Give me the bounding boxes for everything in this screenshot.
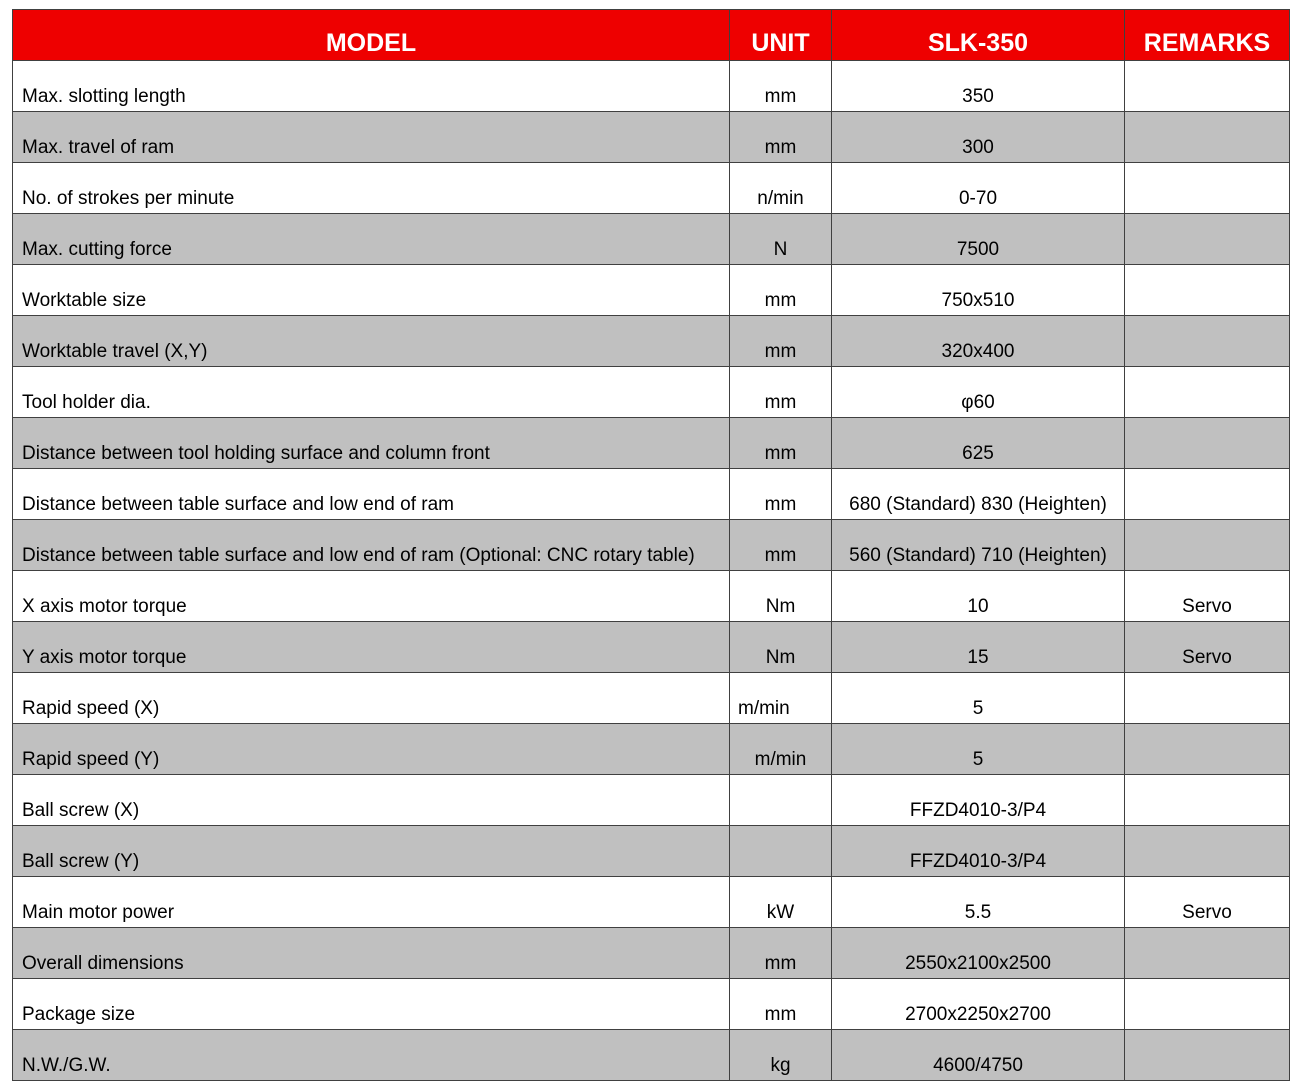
spec-value-cell: 560 (Standard) 710 (Heighten) [832,520,1125,571]
spec-remarks-cell [1125,61,1290,112]
spec-remarks-cell [1125,775,1290,826]
header-row [13,10,1290,61]
header-unit: UNIT [730,10,832,61]
table-row [13,928,1290,979]
spec-remarks-cell: Servo [1125,571,1290,622]
spec-parameter-cell: Worktable size [13,265,730,316]
spec-unit-cell: mm [730,316,832,367]
table-row [13,724,1290,775]
spec-unit-cell: mm [730,520,832,571]
spec-remarks-cell [1125,928,1290,979]
spec-remarks-cell [1125,979,1290,1030]
table-row [13,673,1290,724]
header-model: MODEL [13,10,730,61]
spec-value-cell: 2700x2250x2700 [832,979,1125,1030]
spec-remarks-cell [1125,826,1290,877]
spec-value-cell: 5.5 [832,877,1125,928]
spec-parameter-cell: Rapid speed (Y) [13,724,730,775]
spec-table-header [13,10,1290,61]
table-row [13,979,1290,1030]
spec-unit-cell: mm [730,469,832,520]
spec-parameter-cell: Package size [13,979,730,1030]
spec-value-cell: 625 [832,418,1125,469]
spec-value-cell: FFZD4010-3/P4 [832,775,1125,826]
table-row [13,367,1290,418]
spec-unit-cell: mm [730,265,832,316]
spec-unit-cell: m/min [730,724,832,775]
spec-value-cell: 300 [832,112,1125,163]
header-remarks: REMARKS [1125,10,1290,61]
spec-unit-cell: n/min [730,163,832,214]
table-row [13,1030,1290,1081]
spec-remarks-cell [1125,469,1290,520]
spec-value-cell: 5 [832,673,1125,724]
spec-value-cell: 750x510 [832,265,1125,316]
spec-parameter-cell: Distance between tool holding surface and column front [13,418,730,469]
spec-unit-cell: m/min [730,673,832,724]
spec-unit-cell: mm [730,418,832,469]
spec-table-body [13,61,1290,1081]
spec-value-cell: FFZD4010-3/P4 [832,826,1125,877]
table-row [13,469,1290,520]
spec-unit-cell [730,826,832,877]
spec-unit-cell: mm [730,112,832,163]
spec-value-cell: 680 (Standard) 830 (Heighten) [832,469,1125,520]
spec-value-cell: 7500 [832,214,1125,265]
spec-remarks-cell [1125,112,1290,163]
spec-parameter-cell: Max. slotting length [13,61,730,112]
spec-parameter-cell: Y axis motor torque [13,622,730,673]
spec-remarks-cell [1125,1030,1290,1081]
spec-value-cell: 5 [832,724,1125,775]
spec-unit-cell: kg [730,1030,832,1081]
spec-remarks-cell [1125,724,1290,775]
spec-parameter-cell: No. of strokes per minute [13,163,730,214]
spec-value-cell: 320x400 [832,316,1125,367]
table-row [13,265,1290,316]
table-row [13,571,1290,622]
spec-remarks-cell [1125,418,1290,469]
table-row [13,316,1290,367]
spec-unit-cell: Nm [730,571,832,622]
table-row [13,214,1290,265]
spec-unit-cell: mm [730,61,832,112]
spec-remarks-cell [1125,520,1290,571]
header-model-value: SLK-350 [832,10,1125,61]
table-row [13,418,1290,469]
spec-parameter-cell: Rapid speed (X) [13,673,730,724]
spec-parameter-cell: N.W./G.W. [13,1030,730,1081]
spec-unit-cell: mm [730,367,832,418]
spec-parameter-cell: Distance between table surface and low end of ram (Optional: CNC rotary table) [13,520,730,571]
spec-remarks-cell [1125,673,1290,724]
spec-parameter-cell: Tool holder dia. [13,367,730,418]
spec-remarks-cell: Servo [1125,877,1290,928]
spec-remarks-cell [1125,265,1290,316]
spec-value-cell: 350 [832,61,1125,112]
spec-parameter-cell: Overall dimensions [13,928,730,979]
spec-parameter-cell: Ball screw (Y) [13,826,730,877]
spec-remarks-cell [1125,316,1290,367]
spec-remarks-cell: Servo [1125,622,1290,673]
table-row [13,163,1290,214]
spec-value-cell: 15 [832,622,1125,673]
table-row [13,520,1290,571]
spec-unit-cell: Nm [730,622,832,673]
spec-value-cell: 4600/4750 [832,1030,1125,1081]
spec-parameter-cell: Max. cutting force [13,214,730,265]
spec-value-cell: 10 [832,571,1125,622]
spec-parameter-cell: Distance between table surface and low end of ram [13,469,730,520]
spec-unit-cell [730,775,832,826]
spec-unit-cell: N [730,214,832,265]
spec-parameter-cell: Ball screw (X) [13,775,730,826]
spec-remarks-cell [1125,367,1290,418]
spec-parameter-cell: Main motor power [13,877,730,928]
spec-unit-cell: mm [730,979,832,1030]
table-row [13,61,1290,112]
table-row [13,622,1290,673]
spec-parameter-cell: X axis motor torque [13,571,730,622]
spec-remarks-cell [1125,163,1290,214]
spec-value-cell: 2550x2100x2500 [832,928,1125,979]
spec-unit-cell: mm [730,928,832,979]
spec-parameter-cell: Worktable travel (X,Y) [13,316,730,367]
spec-value-cell: 0-70 [832,163,1125,214]
spec-table [12,9,1290,1081]
table-row [13,877,1290,928]
table-row [13,826,1290,877]
spec-unit-cell: kW [730,877,832,928]
table-row [13,775,1290,826]
spec-parameter-cell: Max. travel of ram [13,112,730,163]
spec-remarks-cell [1125,214,1290,265]
table-row [13,112,1290,163]
spec-value-cell: φ60 [832,367,1125,418]
